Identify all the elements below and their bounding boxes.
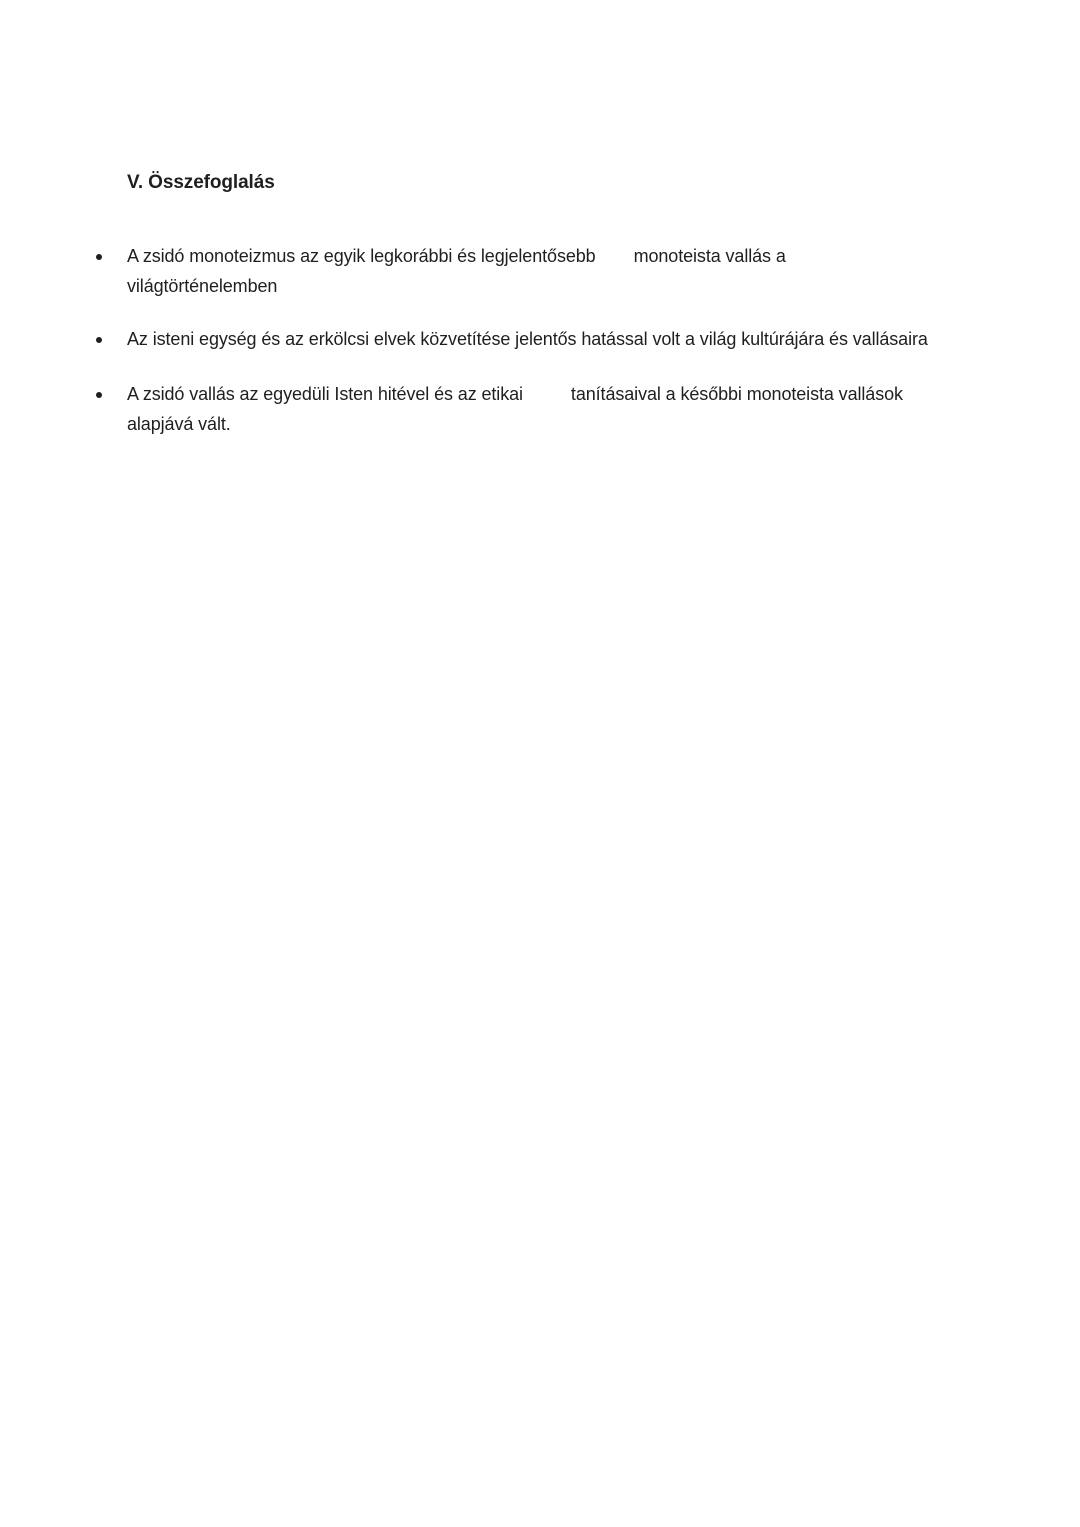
bullet-marker-icon [96, 337, 102, 343]
bullet-item [96, 324, 928, 354]
bullet-text-segment: tanításaival a későbbi monoteista vallások [570, 384, 903, 404]
bullet-text-segment: A zsidó vallás az egyedüli Isten hitével és az etikai [127, 384, 523, 404]
section-heading: V. Összefoglalás [127, 172, 275, 193]
tab-space [596, 261, 634, 262]
bullet-text-segment: világtörténelemben [127, 276, 278, 296]
bullet-line [127, 409, 903, 439]
bullet-text-segment: alapjává vált. [127, 414, 231, 434]
bullet-text-segment: A zsidó monoteizmus az egyik legkorábbi és legjelentősebb [127, 246, 596, 266]
bullet-item [96, 379, 903, 439]
bullet-item [96, 241, 786, 301]
bullet-line [127, 324, 928, 354]
bullet-text-segment: Az isteni egység és az erkölcsi elvek közvetítése jelentős hatással volt a világ kultúrájára és vallásaira [127, 329, 928, 349]
bullet-text [127, 324, 928, 354]
bullet-marker-icon [96, 392, 102, 398]
bullet-text-segment: monoteista vallás a [633, 246, 786, 266]
tab-space [523, 399, 571, 400]
bullet-marker-icon [96, 254, 102, 260]
bullet-line [127, 379, 903, 409]
bullet-line [127, 271, 786, 301]
bullet-text [127, 241, 786, 301]
bullet-line [127, 241, 786, 271]
bullet-text [127, 379, 903, 439]
